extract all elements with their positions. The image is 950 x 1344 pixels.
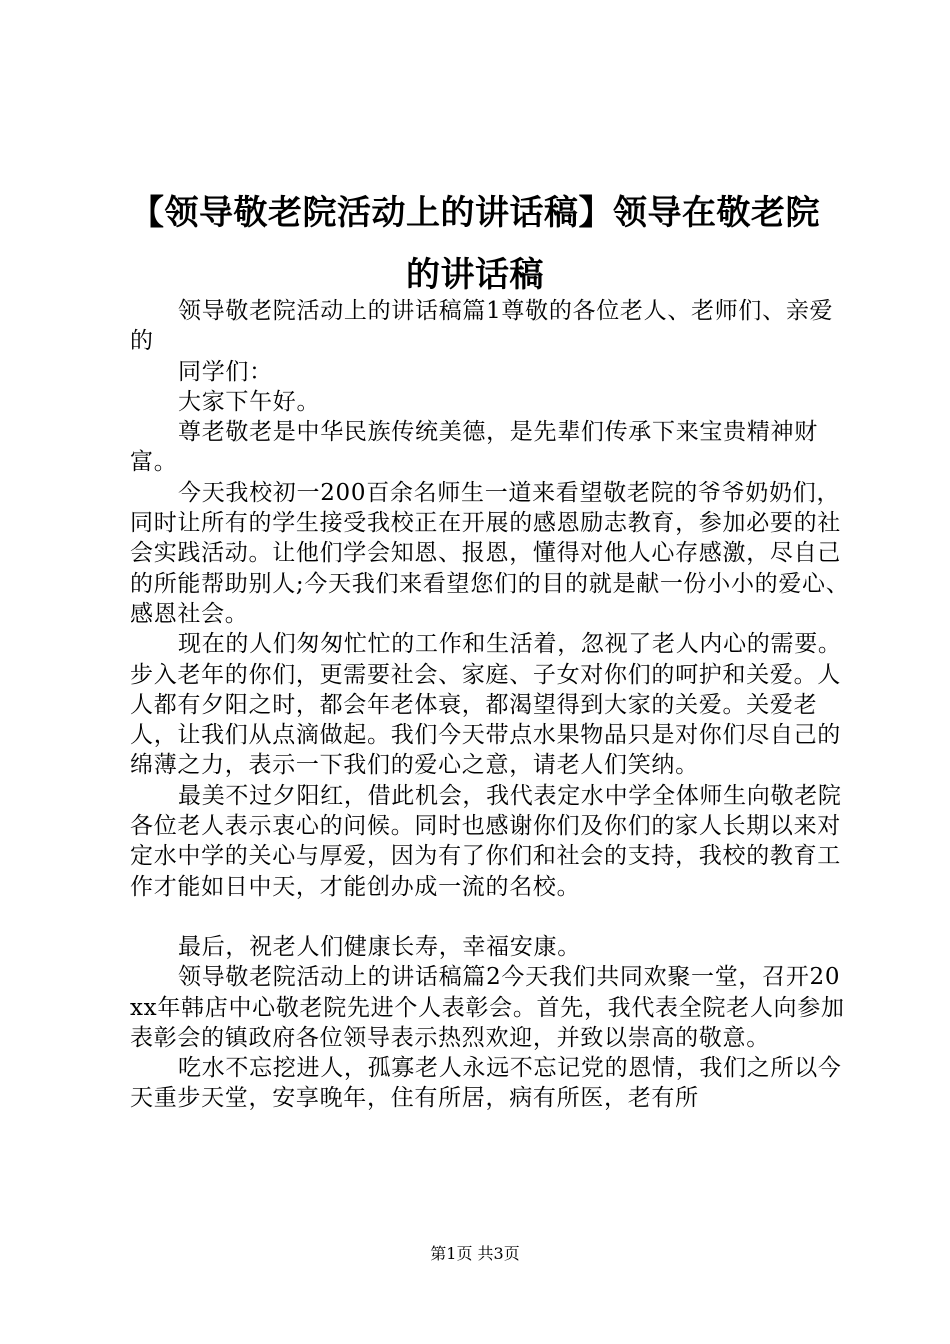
document-title: [100, 182, 850, 306]
title-line-1: 【领导敬老院活动上的讲话稿】领导在敬老院: [130, 193, 820, 233]
page-footer: 第1页 共3页: [430, 1244, 520, 1263]
document-body: [130, 296, 852, 1114]
paragraph-6: 现在的人们匆匆忙忙的工作和生活着，忽视了老人内心的需要。步入老年的你们，更需要社会、家庭、子女对你们的呵护和关爱。人人都有夕阳之时，都会年老体衰，都渴望得到大家的关爱。关爱老人，让我们从点滴做起。我们今天带点水果物品只是对你们尽自己的绵薄之力，表示一下我们的爱心之意，请老人们笑纳。: [130, 631, 842, 779]
paragraph-2: 同学们：: [178, 358, 273, 385]
paragraph-4: 尊老敬老是中华民族传统美德，是先辈们传承下来宝贵精神财富。: [130, 419, 818, 476]
paragraph-10: 吃水不忘挖进人，孤寡老人永远不忘记党的恩情，我们之所以今天重步天堂，安享晚年，住有所居，病有所医，老有所: [130, 1055, 842, 1112]
paragraph-1: 领导敬老院活动上的讲话稿篇1尊敬的各位老人、老师们、亲爱的: [130, 298, 834, 355]
paragraph-9: 领导敬老院活动上的讲话稿篇2今天我们共同欢聚一堂，召开20xx年韩店中心敬老院先进个人表彰会。首先，我代表全院老人向参加表彰会的镇政府各位领导表示热烈欢迎，并致以崇高的敬意。: [130, 964, 845, 1051]
paragraph-8: 最后，祝老人们健康长寿，幸福安康。: [178, 933, 581, 960]
paragraph-5: 今天我校初一200百余名师生一道来看望敬老院的爷爷奶奶们，同时让所有的学生接受我校正在开展的感恩励志教育，参加必要的社会实践活动。让他们学会知恩、报恩，懂得对他人心存感激，尽自己的所能帮助别人;今天我们来看望您们的目的就是献一份小小的爱心、感恩社会。: [130, 479, 850, 627]
title-line-2: 的讲话稿: [406, 255, 544, 295]
paragraph-7: 最美不过夕阳红，借此机会，我代表定水中学全体师生向敬老院各位老人表示衷心的问候。同时也感谢你们及你们的家人长期以来对定水中学的关心与厚爱，因为有了你们和社会的支持，我校的教育工作才能如日中天，才能创办成一流的名校。: [130, 782, 842, 900]
paragraph-3: 大家下午好。: [178, 388, 321, 415]
